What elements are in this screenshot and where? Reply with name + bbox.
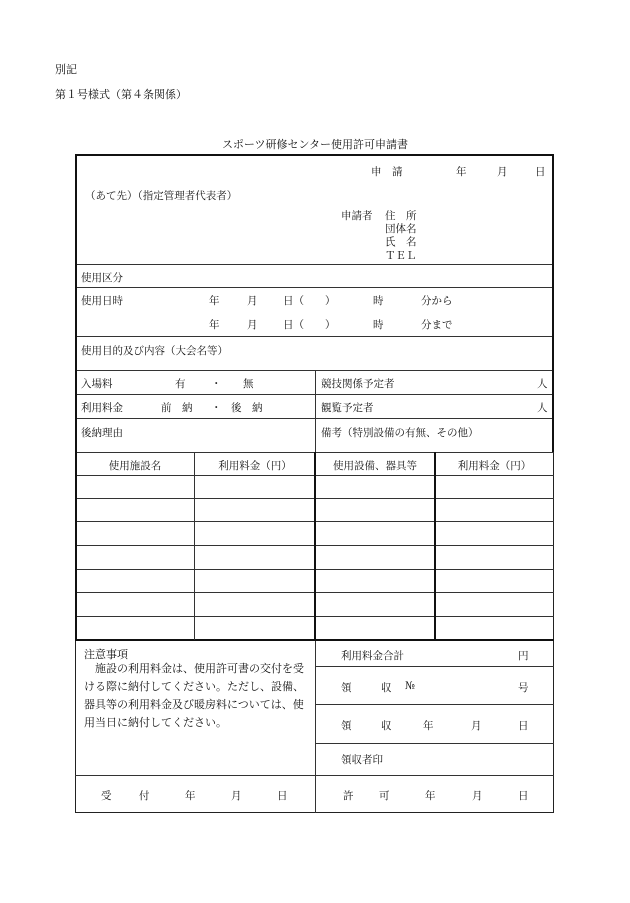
apply-label: 申 請 bbox=[371, 166, 403, 178]
equipment-name-header: 使用設備、器具等 bbox=[333, 460, 417, 472]
entrance-fee-label: 入場料 bbox=[81, 378, 113, 390]
apply-month: 月 bbox=[497, 166, 508, 178]
name-label: 氏 名 bbox=[385, 236, 417, 248]
notes-body: 施設の利用料金は、使用許可書の交付を受ける際に納付してください。ただし、設備、器具等の利用料金及び暖房料については、使用当日に納付してください。 bbox=[84, 662, 304, 729]
remarks-label: 備考（特別設備の有無、その他） bbox=[321, 427, 479, 439]
start-hour: 時 bbox=[373, 295, 384, 307]
separator-dot: ・ bbox=[211, 402, 222, 414]
received-day: 日 bbox=[518, 720, 529, 732]
permit-char: 可 bbox=[379, 790, 390, 802]
separator-dot: ・ bbox=[211, 378, 222, 390]
form-reference: 別記 bbox=[55, 63, 77, 76]
end-year: 年 bbox=[209, 319, 220, 331]
total-fee-label: 利用料金合計 bbox=[341, 650, 404, 662]
start-weekday-close: ） bbox=[325, 295, 336, 307]
receipt-number-unit: 号 bbox=[518, 682, 529, 694]
divider bbox=[75, 336, 554, 337]
competitors-label: 競技関係予定者 bbox=[321, 378, 395, 390]
facility-name-header: 使用施設名 bbox=[108, 460, 162, 472]
postpay-option: 後 納 bbox=[231, 402, 263, 414]
spectators-label: 観覧予定者 bbox=[321, 402, 374, 414]
prepay-option: 前 納 bbox=[161, 402, 193, 414]
divider bbox=[315, 640, 316, 813]
accept-day: 日 bbox=[277, 790, 288, 802]
receipt-no-mark: № bbox=[405, 680, 415, 692]
entrance-yes: 有 bbox=[175, 378, 186, 390]
apply-year: 年 bbox=[456, 166, 467, 178]
competitors-unit: 人 bbox=[537, 378, 548, 390]
permit-char: 許 bbox=[343, 790, 354, 802]
accept-year: 年 bbox=[185, 790, 196, 802]
start-day: 日（ bbox=[283, 295, 304, 307]
apply-day: 日 bbox=[535, 166, 546, 178]
purpose-label: 使用目的及び内容（大会名等） bbox=[81, 345, 228, 357]
applicant-label: 申請者 bbox=[341, 210, 373, 222]
tel-label: ＴＥＬ bbox=[385, 250, 417, 262]
address-label: 住 所 bbox=[385, 210, 417, 222]
start-month: 月 bbox=[247, 295, 258, 307]
receipt-stamp-label: 領収者印 bbox=[341, 754, 383, 766]
divider bbox=[434, 452, 436, 640]
form-number: 第１号様式（第４条関係） bbox=[55, 88, 187, 101]
divider bbox=[75, 154, 77, 640]
start-minute: 分から bbox=[421, 295, 453, 307]
notes-title: 注意事項 bbox=[84, 648, 128, 661]
accept-char: 受 bbox=[101, 790, 112, 802]
end-minute: 分まで bbox=[421, 319, 453, 331]
receipt-char: 領 bbox=[341, 682, 352, 694]
permit-year: 年 bbox=[425, 790, 436, 802]
received-month: 月 bbox=[471, 720, 482, 732]
usage-category-label: 使用区分 bbox=[81, 272, 123, 284]
received-char: 領 bbox=[341, 720, 352, 732]
divider bbox=[315, 666, 554, 667]
divider bbox=[552, 154, 554, 452]
receipt-char: 収 bbox=[381, 682, 392, 694]
end-hour: 時 bbox=[373, 319, 384, 331]
spectators-unit: 人 bbox=[537, 402, 548, 414]
end-month: 月 bbox=[247, 319, 258, 331]
postpay-reason-label: 後納理由 bbox=[81, 427, 123, 439]
end-weekday-close: ） bbox=[325, 319, 336, 331]
divider bbox=[75, 154, 554, 156]
entrance-no: 無 bbox=[243, 378, 254, 390]
divider bbox=[315, 704, 554, 705]
divider bbox=[75, 287, 554, 288]
addressee: （あて先）（指定管理者代表者） bbox=[85, 190, 238, 202]
divider bbox=[315, 370, 316, 452]
received-year: 年 bbox=[423, 720, 434, 732]
permit-month: 月 bbox=[472, 790, 483, 802]
accept-char: 付 bbox=[139, 790, 150, 802]
application-form bbox=[75, 154, 554, 813]
permit-day: 日 bbox=[518, 790, 529, 802]
yen-unit: 円 bbox=[518, 650, 529, 662]
divider bbox=[75, 264, 554, 265]
accept-month: 月 bbox=[231, 790, 242, 802]
divider bbox=[314, 452, 316, 640]
usage-datetime-label: 使用日時 bbox=[81, 295, 123, 307]
divider bbox=[194, 452, 195, 640]
facility-fee-header: 利用料金（円） bbox=[218, 460, 292, 472]
equipment-fee-header: 利用料金（円） bbox=[457, 460, 532, 472]
form-title: スポーツ研修センター使用許可申請書 bbox=[221, 138, 409, 151]
divider bbox=[315, 743, 554, 744]
divider bbox=[314, 639, 435, 641]
end-day: 日（ bbox=[283, 319, 304, 331]
usage-fee-label: 利用料金 bbox=[81, 402, 123, 414]
received-char: 収 bbox=[381, 720, 392, 732]
start-year: 年 bbox=[209, 295, 220, 307]
group-label: 団体名 bbox=[385, 223, 417, 235]
